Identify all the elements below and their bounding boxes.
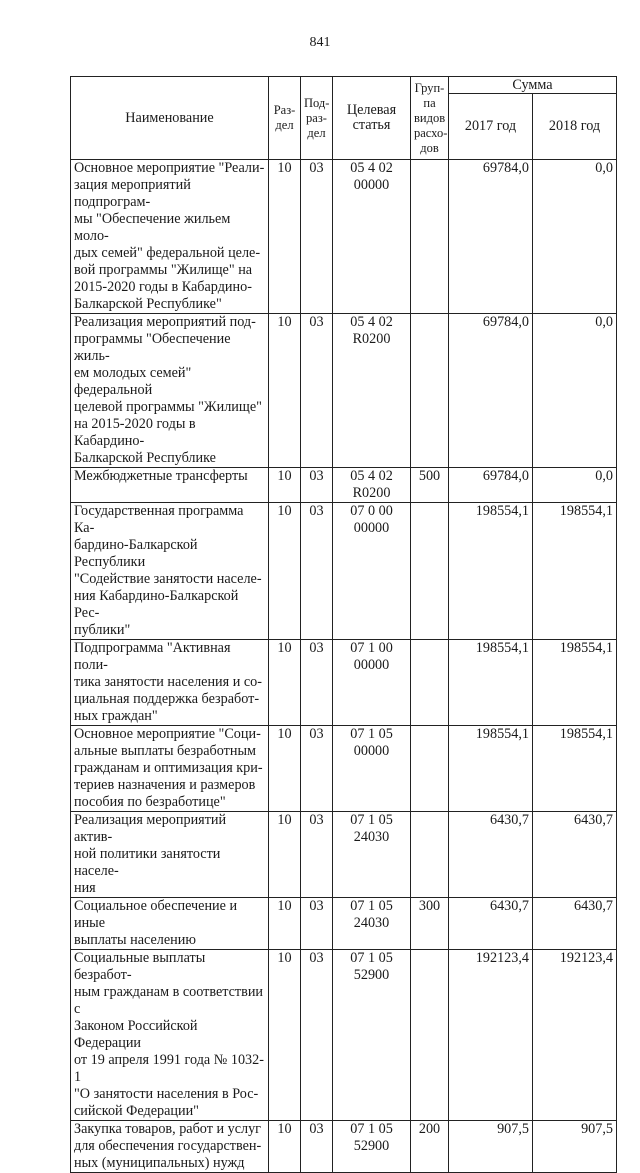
header-name-label: Наименование	[125, 109, 214, 126]
table-row	[71, 640, 617, 726]
row-subsection: 03	[301, 950, 333, 1121]
header-subsection: Под- раз- дел	[301, 77, 333, 160]
row-name: Основное мероприятие "Реали- зация мероприятий подпрограм- мы "Обеспечение жильем моло- дых семей" федеральной целе- вой программы "Жилище" на 2015-2020 годы в Кабардино- Балкарской Республике"	[71, 160, 269, 314]
row-subsection: 03	[301, 1121, 333, 1173]
row-sum-2017: 198554,1	[449, 726, 533, 812]
table-body	[71, 160, 617, 1173]
row-group: 200	[411, 1121, 449, 1173]
row-group	[411, 314, 449, 468]
row-group	[411, 950, 449, 1121]
row-name: Подпрограмма "Активная поли- тика занятости населения и со- циальная поддержка безработ- ных граждан"	[71, 640, 269, 726]
row-target: 07 1 05 52900	[333, 1121, 411, 1173]
row-subsection: 03	[301, 640, 333, 726]
row-group	[411, 640, 449, 726]
row-section: 10	[269, 314, 301, 468]
table-header	[71, 77, 617, 160]
row-sum-2018: 198554,1	[533, 503, 617, 640]
row-section: 10	[269, 950, 301, 1121]
table-row	[71, 160, 617, 314]
row-group	[411, 160, 449, 314]
row-subsection: 03	[301, 503, 333, 640]
row-group	[411, 726, 449, 812]
row-sum-2017: 69784,0	[449, 314, 533, 468]
table-row	[71, 503, 617, 640]
row-subsection: 03	[301, 160, 333, 314]
table-row	[71, 1121, 617, 1173]
row-name: Реализация мероприятий актив- ной политики занятости населе- ния	[71, 812, 269, 898]
page-number: 841	[309, 35, 331, 50]
row-section: 10	[269, 812, 301, 898]
row-target: 05 4 02 00000	[333, 160, 411, 314]
row-section: 10	[269, 503, 301, 640]
row-sum-2018: 198554,1	[533, 726, 617, 812]
table-row	[71, 812, 617, 898]
row-sum-2018: 0,0	[533, 160, 617, 314]
row-target: 05 4 02 R0200	[333, 468, 411, 503]
row-section: 10	[269, 726, 301, 812]
row-subsection: 03	[301, 314, 333, 468]
row-sum-2018: 192123,4	[533, 950, 617, 1121]
header-name	[71, 77, 269, 160]
row-target: 05 4 02 R0200	[333, 314, 411, 468]
row-target: 07 1 05 24030	[333, 812, 411, 898]
row-group: 500	[411, 468, 449, 503]
row-section: 10	[269, 898, 301, 950]
row-sum-2018: 198554,1	[533, 640, 617, 726]
row-subsection: 03	[301, 726, 333, 812]
header-target: Целевая статья	[333, 77, 411, 160]
header-2017: 2017 год	[449, 94, 533, 160]
table-row	[71, 314, 617, 468]
header-group: Груп- па видов расхо- дов	[411, 77, 449, 160]
header-2018: 2018 год	[533, 94, 617, 160]
row-group	[411, 812, 449, 898]
row-subsection: 03	[301, 468, 333, 503]
budget-table	[70, 76, 617, 1173]
row-name: Межбюджетные трансферты	[71, 468, 269, 503]
table-row	[71, 898, 617, 950]
row-section: 10	[269, 468, 301, 503]
row-target: 07 1 00 00000	[333, 640, 411, 726]
row-name: Закупка товаров, работ и услуг для обеспечения государствен- ных (муниципальных) нужд	[71, 1121, 269, 1173]
row-group	[411, 503, 449, 640]
row-sum-2018: 0,0	[533, 468, 617, 503]
row-sum-2018: 907,5	[533, 1121, 617, 1173]
row-target: 07 1 05 00000	[333, 726, 411, 812]
header-section: Раз- дел	[269, 77, 301, 160]
table-row	[71, 950, 617, 1121]
row-sum-2017: 907,5	[449, 1121, 533, 1173]
row-sum-2017: 198554,1	[449, 503, 533, 640]
row-sum-2018: 6430,7	[533, 812, 617, 898]
header-sum: Сумма	[449, 77, 617, 94]
row-section: 10	[269, 1121, 301, 1173]
row-sum-2018: 0,0	[533, 314, 617, 468]
row-sum-2017: 69784,0	[449, 160, 533, 314]
row-sum-2017: 192123,4	[449, 950, 533, 1121]
row-name: Государственная программа Ка- бардино-Балкарской Республики "Содействие занятости населе- ния Кабардино-Балкарской Рес- публики"	[71, 503, 269, 640]
row-section: 10	[269, 160, 301, 314]
row-sum-2017: 6430,7	[449, 812, 533, 898]
table-row	[71, 468, 617, 503]
row-group: 300	[411, 898, 449, 950]
row-target: 07 1 05 52900	[333, 950, 411, 1121]
row-subsection: 03	[301, 898, 333, 950]
row-target: 07 0 00 00000	[333, 503, 411, 640]
row-sum-2017: 6430,7	[449, 898, 533, 950]
row-name: Социальные выплаты безработ- ным гражданам в соответствии с Законом Российской Федерации от 19 апреля 1991 года № 1032-1 "О занятости населения в Рос- сийской Федерации"	[71, 950, 269, 1121]
row-sum-2017: 198554,1	[449, 640, 533, 726]
row-sum-2017: 69784,0	[449, 468, 533, 503]
row-section: 10	[269, 640, 301, 726]
table-row	[71, 726, 617, 812]
row-subsection: 03	[301, 812, 333, 898]
row-name: Реализация мероприятий под- программы "Обеспечение жиль- ем молодых семей" федеральной целевой программы "Жилище" на 2015-2020 годы в Кабардино- Балкарской Республике	[71, 314, 269, 468]
row-name: Социальное обеспечение и иные выплаты населению	[71, 898, 269, 950]
row-sum-2018: 6430,7	[533, 898, 617, 950]
row-name: Основное мероприятие "Соци- альные выплаты безработным гражданам и оптимизация кри- териев назначения и размеров пособия по безработице"	[71, 726, 269, 812]
row-target: 07 1 05 24030	[333, 898, 411, 950]
